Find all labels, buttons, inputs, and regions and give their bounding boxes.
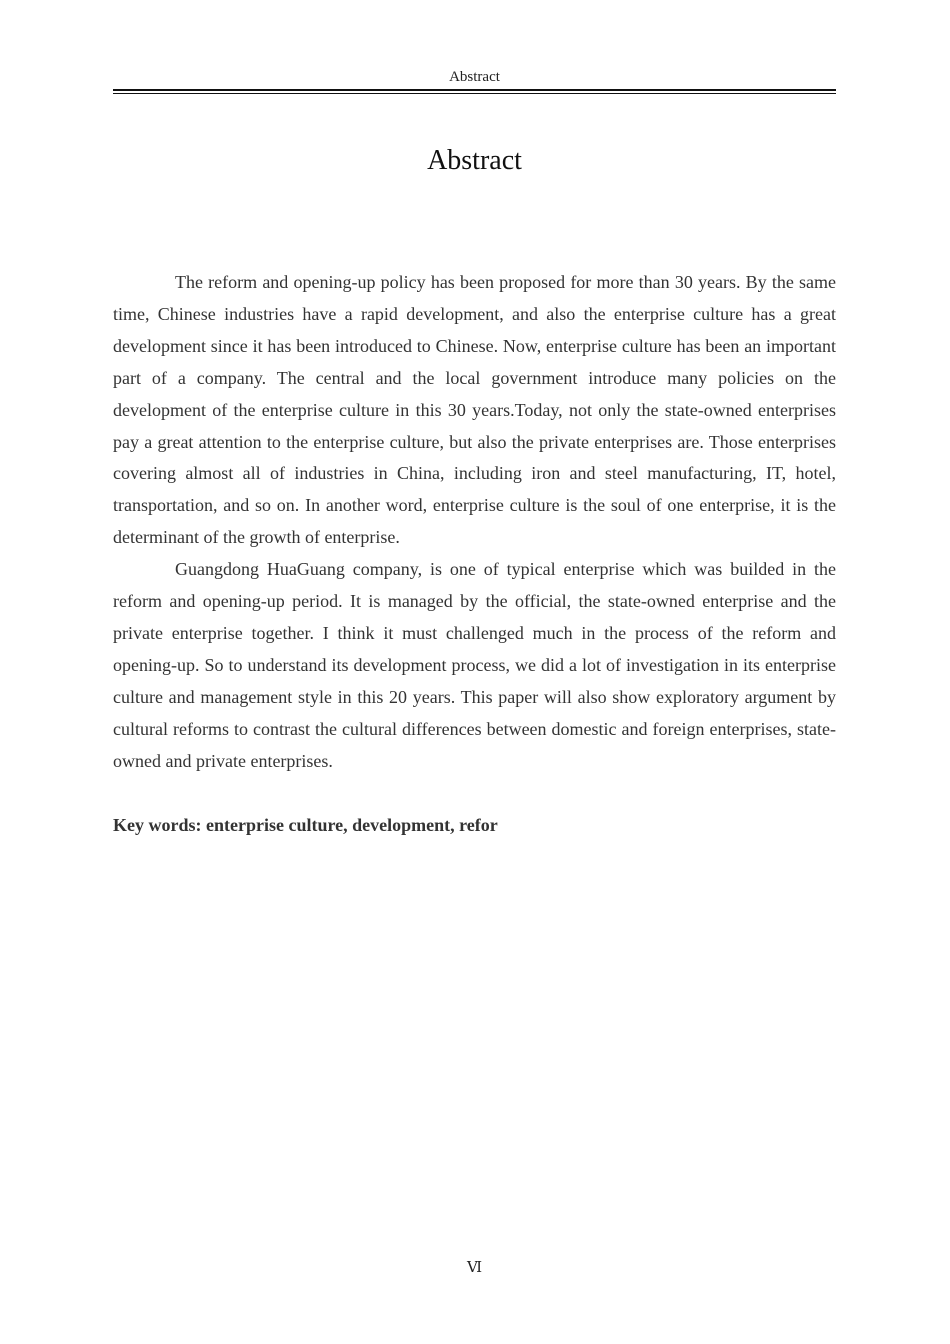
running-header: Abstract [449,69,500,85]
abstract-body [113,267,836,778]
abstract-paragraph-2: Guangdong HuaGuang company, is one of typical enterprise which was builded in the reform and opening-up period. It is managed by the official, the state-owned enterprise and the private enterprise together. I think it must challenged much in the process of the reform and opening-up. So to understand its development process, we did a lot of investigation in its enterprise culture and management style in this 20 years. This paper will also show exploratory argument by cultural reforms to contrast the cultural differences between domestic and foreign enterprises, state-owned and private enterprises. [113,559,836,771]
keywords: Key words: enterprise culture, development, refor [113,815,498,835]
page-title: Abstract [427,145,522,176]
page-number: Ⅵ [466,1260,483,1276]
header-rule [113,89,836,94]
abstract-paragraph-1: The reform and opening-up policy has been proposed for more than 30 years. By the same time, Chinese industries have a rapid development, and also the enterprise culture has a great development since it has been introduced to Chinese. Now, enterprise culture has been an important part of a company. The central and the local government introduce many policies on the development of the enterprise culture in this 30 years.Today, not only the state-owned enterprises pay a great attention to the enterprise culture, but also the private enterprises are. Those enterprises covering almost all of industries in China, including iron and steel manufacturing, IT, hotel, transportation, and so on. In another word, enterprise culture is the soul of one enterprise, it is the determinant of the growth of enterprise. [113,272,836,548]
